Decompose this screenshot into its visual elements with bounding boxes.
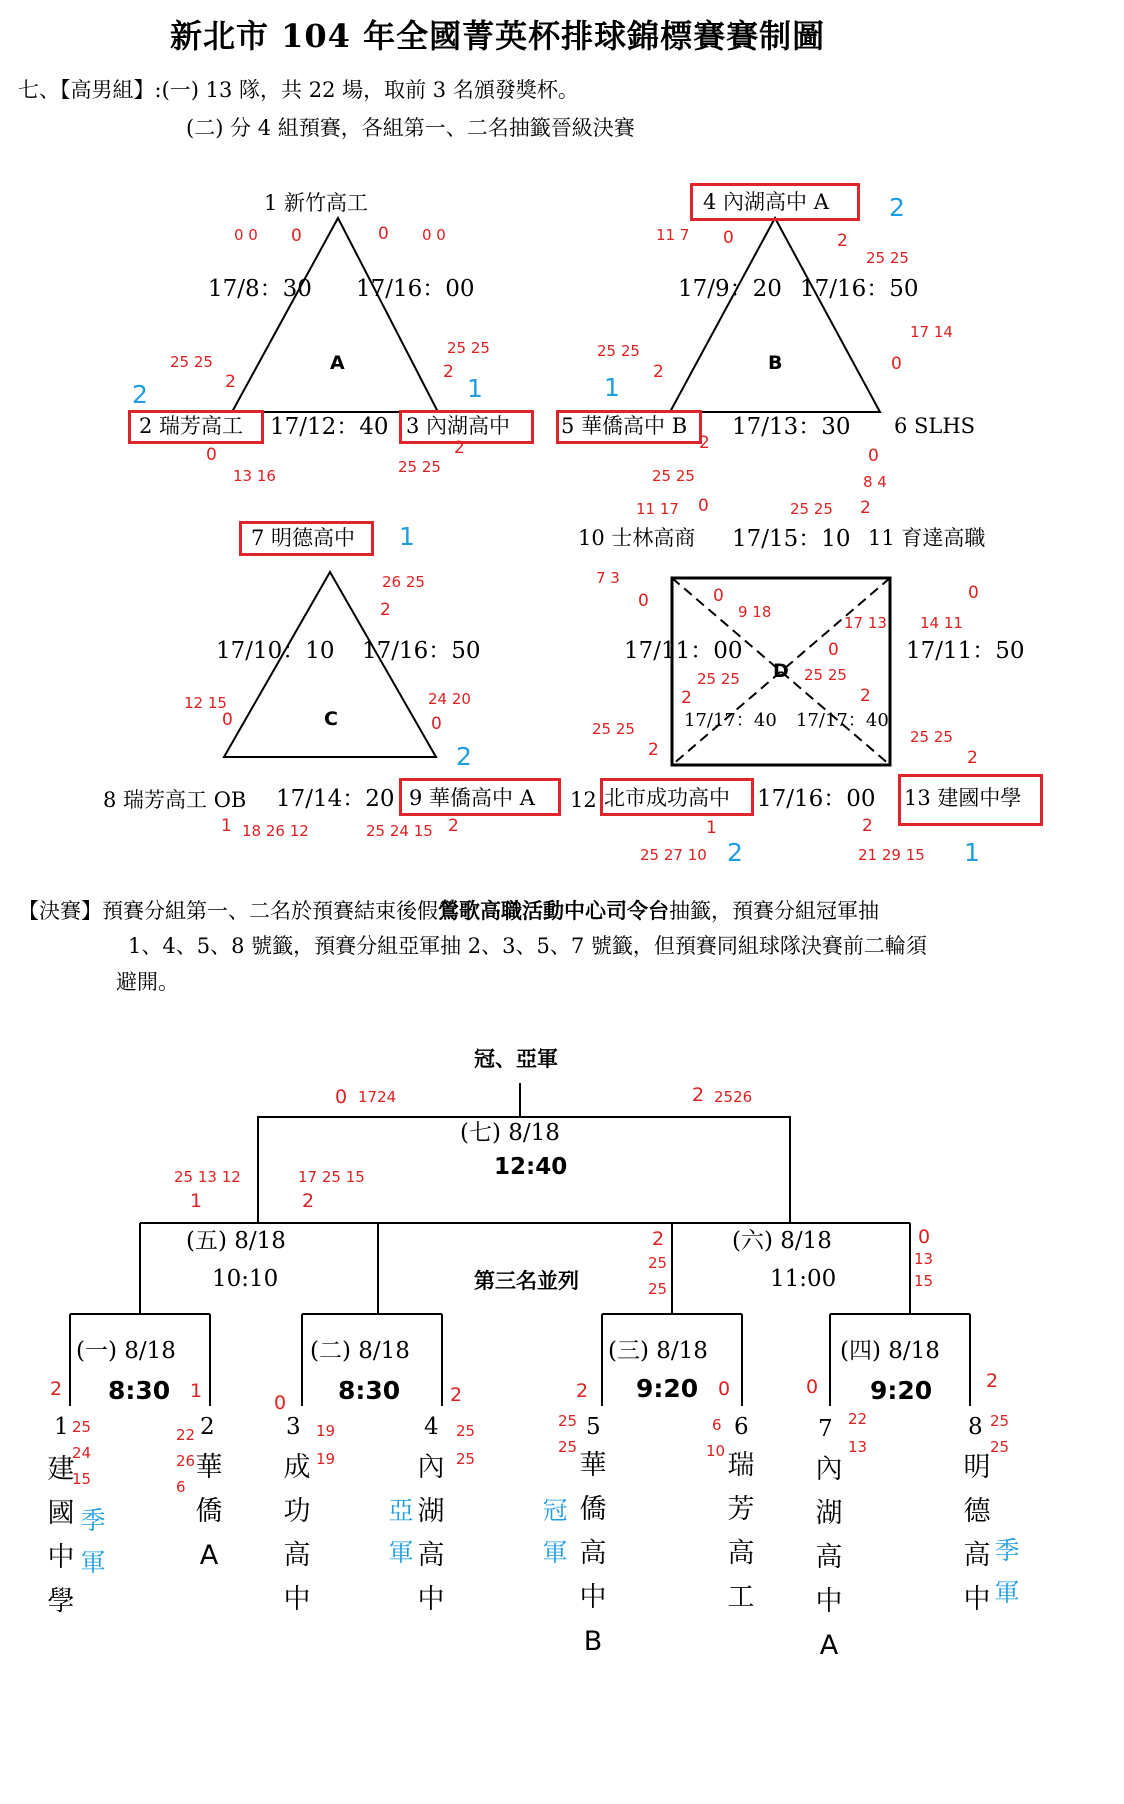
score: 25 25 — [866, 249, 909, 267]
score: 7 3 — [596, 569, 620, 587]
team-11: 11 育達高職 — [868, 526, 986, 550]
score: 2 — [860, 498, 871, 518]
semifinal-2-label: (六) 8/18 — [732, 1228, 832, 1254]
group-b-time-1: 17/9：20 — [678, 276, 782, 302]
score: 2 — [648, 740, 659, 760]
score: 2 — [302, 1190, 315, 1212]
score: 13 16 — [233, 467, 276, 485]
final-note-line-3: 避開。 — [116, 970, 179, 994]
score: 14 11 — [920, 614, 963, 632]
seed-3: 3 — [286, 1414, 301, 1440]
score: 25 — [990, 1412, 1010, 1430]
group-a-time-3: 17/12：40 — [270, 414, 389, 440]
score: 2 — [652, 1228, 665, 1250]
score: 25 25 — [592, 720, 635, 738]
rank-team-12: 2 — [727, 838, 743, 867]
group-d-time-6: 17/16：00 — [757, 786, 876, 812]
score: 25 25 — [398, 458, 441, 476]
score: 15 — [72, 1470, 92, 1488]
score: 22 — [176, 1426, 196, 1444]
score: 2 — [443, 362, 454, 382]
rank-team-3: 1 — [467, 374, 483, 403]
quarter-3-time: 9:20 — [636, 1374, 699, 1403]
score: 0 — [431, 714, 442, 734]
score: 22 — [848, 1410, 868, 1428]
score: 2 — [862, 816, 873, 836]
quarter-1-time: 8:30 — [108, 1376, 171, 1405]
score: 2 — [454, 438, 465, 458]
page-title: 新北市 104 年全國菁英杯排球錦標賽賽制圖 — [170, 17, 826, 55]
award-bronze-1: 季軍 — [80, 1506, 106, 1577]
score: 2 — [225, 372, 236, 392]
score: 9 18 — [738, 603, 772, 621]
award-gold: 冠軍 — [542, 1496, 568, 1567]
score: 0 — [968, 583, 979, 603]
score: 25 — [990, 1438, 1010, 1456]
quarter-2-time: 8:30 — [338, 1376, 401, 1405]
score: 0 — [274, 1392, 287, 1414]
semifinal-1-label: (五) 8/18 — [186, 1228, 286, 1254]
score: 18 26 12 — [242, 822, 309, 840]
quarter-1-label: (一) 8/18 — [76, 1338, 176, 1364]
seed-6: 6 — [734, 1414, 749, 1440]
final-note-line-2: 1、4、5、8 號籤，預賽分組亞軍抽 2、3、5、7 號籤，但預賽同組球隊決賽前二輪須 — [128, 934, 927, 958]
score: 17 25 15 — [298, 1168, 365, 1186]
bracket-team-1: 建國中學 — [47, 1454, 75, 1617]
group-c-time-3: 17/14：20 — [276, 786, 395, 812]
score: 11 7 — [656, 226, 690, 244]
score: 1 — [190, 1380, 203, 1402]
quarter-4-label: (四) 8/18 — [840, 1338, 940, 1364]
bracket-team-4: 內湖高中 — [417, 1452, 445, 1615]
score: 25 25 — [697, 670, 740, 688]
score: 0 — [291, 226, 302, 246]
seed-1: 1 — [54, 1414, 69, 1440]
rank-team-13: 1 — [964, 838, 980, 867]
score: 2526 — [714, 1088, 753, 1106]
group-d-time-5: 17/17：40 — [796, 710, 889, 731]
score: 2 — [986, 1370, 999, 1392]
team-9: 9 華僑高中 A — [409, 786, 535, 810]
score: 24 — [72, 1444, 92, 1462]
score: 1 — [706, 818, 717, 838]
score: 25 — [648, 1254, 668, 1272]
score: 0 0 — [234, 226, 258, 244]
score: 2 — [450, 1384, 463, 1406]
quarter-2-label: (二) 8/18 — [310, 1338, 410, 1364]
score: 0 — [828, 640, 839, 660]
score: 25 — [648, 1280, 668, 1298]
group-a-label: A — [330, 352, 345, 374]
score: 2 — [448, 816, 459, 836]
score: 2 — [967, 748, 978, 768]
score: 25 25 — [447, 339, 490, 357]
score: 19 — [316, 1422, 336, 1440]
score: 13 — [848, 1438, 868, 1456]
score: 25 25 — [170, 353, 213, 371]
group-d-time-3: 17/11：50 — [906, 638, 1025, 664]
team-7: 7 明德高中 — [251, 526, 356, 550]
score: 0 — [638, 591, 649, 611]
bracket-team-7: 內湖高中A — [815, 1454, 843, 1661]
third-place: 第三名並列 — [474, 1268, 579, 1293]
seed-7: 7 — [818, 1416, 833, 1442]
team-12: 北市成功高中 — [604, 786, 730, 810]
team-10: 10 士林高商 — [578, 526, 696, 550]
final-label: (七) 8/18 — [460, 1120, 560, 1146]
score: 25 25 — [597, 342, 640, 360]
score: 25 25 — [790, 500, 833, 518]
seed-4: 4 — [424, 1414, 439, 1440]
score: 25 — [558, 1438, 578, 1456]
score: 25 — [456, 1450, 476, 1468]
venue: 鶯歌高職活動中心司令台 — [438, 898, 669, 923]
score: 2 — [576, 1380, 589, 1402]
score: 2 — [860, 686, 871, 706]
score: 0 — [378, 224, 389, 244]
team-12-number: 12 — [570, 788, 597, 812]
score: 24 20 — [428, 690, 471, 708]
group-d-time-4: 17/17：40 — [684, 710, 777, 731]
score: 25 13 12 — [174, 1168, 241, 1186]
semifinal-2-time: 11:00 — [770, 1266, 837, 1292]
score: 2 — [50, 1378, 63, 1400]
group-b-time-3: 17/13：30 — [732, 414, 851, 440]
group-c-time-1: 17/10：10 — [216, 638, 335, 664]
group-b-label: B — [768, 352, 783, 374]
score: 10 — [706, 1442, 726, 1460]
group-a-time-2: 17/16：00 — [356, 276, 475, 302]
score: 25 25 — [910, 728, 953, 746]
seed-5: 5 — [586, 1414, 601, 1440]
group-d-time-1: 17/15：10 — [732, 526, 851, 552]
score: 2 — [380, 600, 391, 620]
score: 25 25 — [652, 467, 695, 485]
score: 8 4 — [863, 473, 887, 491]
score: 0 — [713, 586, 724, 606]
score: 6 — [176, 1478, 186, 1496]
score: 1 — [221, 816, 232, 836]
score: 25 24 15 — [366, 822, 433, 840]
score: 0 — [868, 446, 879, 466]
score: 2 — [837, 231, 848, 251]
group-d-label: D — [773, 660, 789, 682]
rank-team-5: 1 — [604, 373, 620, 402]
team-8: 8 瑞芳高工 OB — [103, 788, 247, 812]
final-note-line-1: 【決賽】預賽分組第一、二名於預賽結束後假鶯歌高職活動中心司令台抽籤，預賽分組冠軍抽 — [18, 898, 879, 923]
score: 2 — [681, 688, 692, 708]
team-6: 6 SLHS — [894, 414, 976, 438]
score: 26 — [176, 1452, 196, 1470]
score: 25 27 10 — [640, 846, 707, 864]
team-4: 4 內湖高中 A — [703, 190, 829, 214]
score: 0 — [335, 1086, 348, 1108]
score: 21 29 15 — [858, 846, 925, 864]
team-1: 1 新竹高工 — [264, 191, 369, 215]
bracket-team-2: 華僑A — [195, 1452, 223, 1571]
score: 25 — [456, 1422, 476, 1440]
score: 26 25 — [382, 573, 425, 591]
final-time: 12:40 — [494, 1154, 568, 1180]
team-13: 13 建國中學 — [904, 786, 1022, 810]
section-line-2: (二) 分 4 組預賽，各組第一、二名抽籤晉級決賽 — [186, 116, 635, 140]
champion-heading: 冠、亞軍 — [474, 1046, 558, 1071]
score: 0 — [206, 445, 217, 465]
quarter-4-time: 9:20 — [870, 1376, 933, 1405]
score: 0 — [718, 1378, 731, 1400]
bracket-team-8: 明德高中 — [963, 1452, 991, 1615]
group-c-time-2: 17/16：50 — [362, 638, 481, 664]
score: 2 — [653, 362, 664, 382]
award-silver: 亞軍 — [388, 1496, 414, 1567]
score: 0 — [222, 710, 233, 730]
score: 0 — [723, 228, 734, 248]
score: 13 — [914, 1250, 934, 1268]
score: 0 0 — [422, 226, 446, 244]
seed-8: 8 — [968, 1414, 983, 1440]
score: 25 — [558, 1412, 578, 1430]
team-3: 3 內湖高中 — [406, 414, 511, 438]
rank-team-9: 2 — [456, 742, 472, 771]
group-b-time-2: 17/16：50 — [800, 276, 919, 302]
score: 12 15 — [184, 694, 227, 712]
bracket-team-6: 瑞芳高工 — [727, 1450, 755, 1613]
score: 0 — [698, 496, 709, 516]
score: 1724 — [358, 1088, 397, 1106]
rank-team-7: 1 — [399, 522, 415, 551]
bracket-team-5: 華僑高中B — [579, 1450, 607, 1657]
score: 25 — [72, 1418, 92, 1436]
semifinal-1-time: 10:10 — [212, 1266, 279, 1292]
group-a-triangle — [232, 218, 438, 412]
team-5: 5 華僑高中 B — [561, 414, 688, 438]
score: 0 — [918, 1226, 931, 1248]
rank-team-4: 2 — [889, 193, 905, 222]
group-b-triangle — [670, 218, 880, 412]
score: 6 — [712, 1416, 722, 1434]
score: 2 — [692, 1084, 705, 1106]
score: 17 14 — [910, 323, 953, 341]
group-d-time-2: 17/11：00 — [624, 638, 743, 664]
award-bronze-2: 季軍 — [994, 1536, 1020, 1607]
bracket-team-3: 成功高中 — [283, 1452, 311, 1615]
team-2: 2 瑞芳高工 — [139, 414, 244, 438]
score: 17 13 — [844, 614, 887, 632]
score: 11 17 — [636, 500, 679, 518]
quarter-3-label: (三) 8/18 — [608, 1338, 708, 1364]
score: 25 25 — [804, 666, 847, 684]
score: 15 — [914, 1272, 934, 1290]
rank-team-2: 2 — [132, 380, 148, 409]
score: 1 — [190, 1190, 203, 1212]
group-a-time-1: 17/8：30 — [208, 276, 312, 302]
group-c-label: C — [324, 708, 338, 730]
score: 2 — [699, 433, 710, 453]
score: 0 — [891, 354, 902, 374]
seed-2: 2 — [200, 1414, 215, 1440]
score: 19 — [316, 1450, 336, 1468]
score: 0 — [806, 1376, 819, 1398]
section-line-1: 七、【高男組】:(一) 13 隊，共 22 場，取前 3 名頒發獎杯。 — [18, 78, 579, 102]
